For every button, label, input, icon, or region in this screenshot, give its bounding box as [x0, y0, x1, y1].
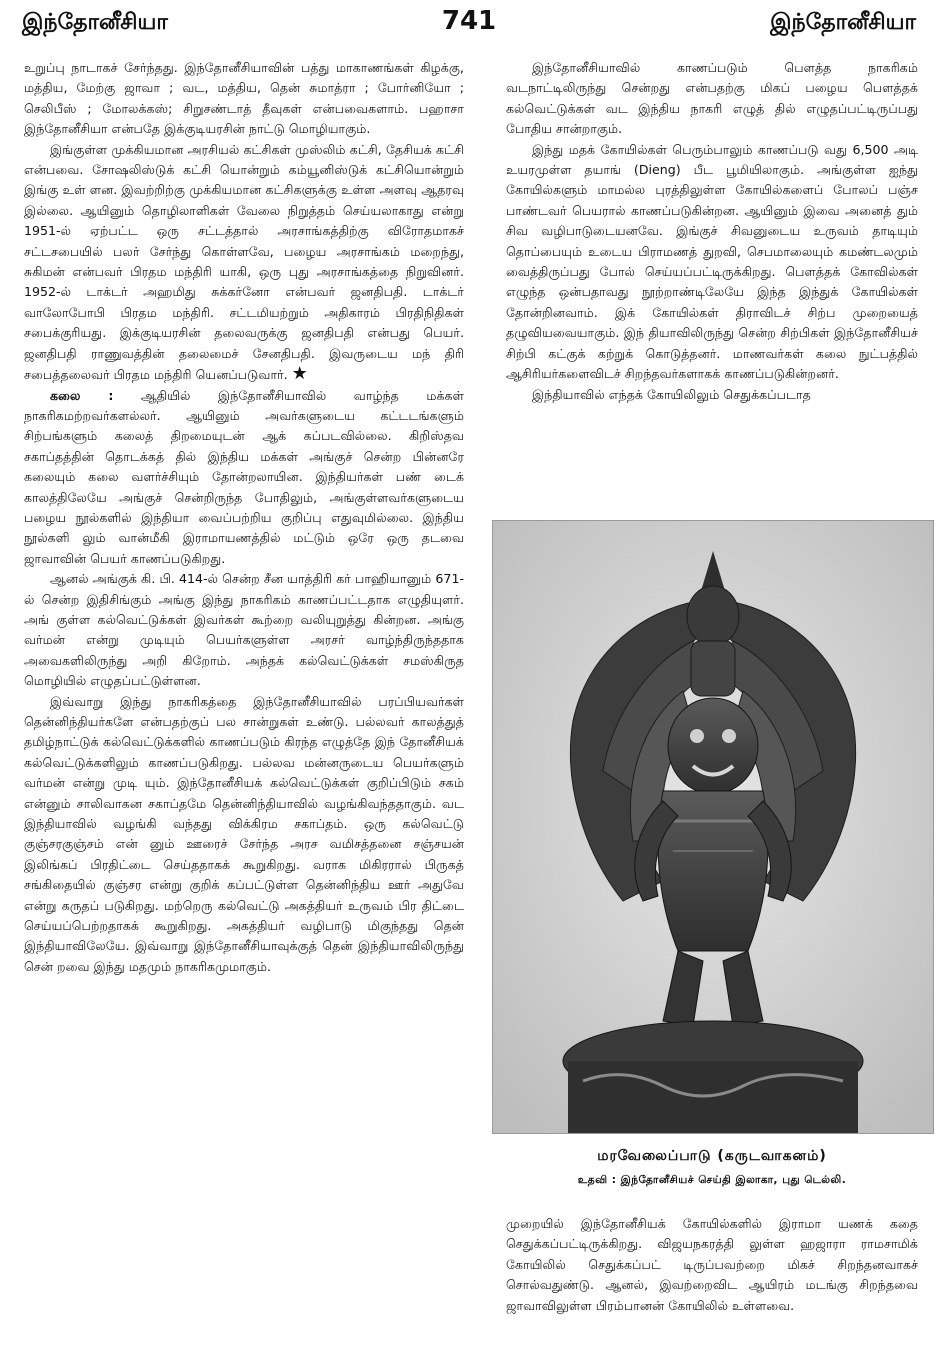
paragraph: இந்து மதக் கோயில்கள் பெரும்பாலும் காணப்படு வது 6,500 அடி உயரமுள்ள தயாங் (Dieng) பீட பூமியிலாகும். அங்குள்ள ஐந்து கோயில்களும் மாமல்ல புரத்திலுள்ள கோயில்களைப் போலப் பஞ்ச பாண்டவர் பெயரால் காணப்படுகின்றன. ஆயினும் இவை அனைத் தும் சிவ வழிபாடுடையனவே. இங்குச் சிவனுடைய உருவம் தாடியும் தொப்பையும் உடைய பிராமணத் துறவி, செபமாலையும் கமண்டலமும் வைத்திருப்பது போல் செய்யப்பட்டிருக்கிறது. பௌத்தக் கோவில்கள் எழுந்த ஒன்பதாவது நூற்றாண்டிலேயே இந்த இந்துக் கோயில்கள் தோன்றினவாம். இக் கோயில்கள் திராவிடச் சிற்ப முறையைத் தழுவியவையாகும். இந் தியாவிலிருந்து சென்ற சிற்பிகள் இந்தோனீசியச் சிற்பி கட்குக் கற்றுக் கொடுத்தனர். மாணவர்கள் கலை நுட்பத்தில் ஆசிரியர்களைவிடச் சிறந்தவர்களாகக் காணப்படுகின்றனர்.	[506, 141, 918, 382]
figure-caption: மரவேலைப்பாடு (கருடவாகனம்)	[597, 1148, 827, 1164]
garuda-wood-carving-photo	[492, 520, 934, 1134]
garuda-illustration	[493, 521, 933, 1133]
paragraph: முறையில் இந்தோனீசியக் கோயில்களில் இராமா யணக் கதை செதுக்கப்பட்டிருக்கிறது. விஜயநகரத்தி லுள்ள ஹஜாரா ராமசாமிக் கோயிலில் செதுக்கப்பட் டிருப்பவற்றை மிகச் சிறந்தனவாகச் சொல்வதுண்டு. ஆனல், இவற்றைவிட ஆயிரம் மடங்கு சிறந்தவை ஜாவாவிலுள்ள பிரம்பானன் கோயிலில் உள்ளவை.	[506, 1216, 918, 1313]
paragraph: ஆனல் அங்குக் கி. பி. 414-ல் சென்ற சீன யாத்திரி கர் பாஹியானும் 671-ல் சென்ற இதிசிங்கும் அங்கு இந்து நாகரிகம் காணப்பட்டதாக எழுதியுளர். அங் குள்ள கல்வெட்டுக்கள் இவர்கள் கூற்றை வலியுறுத்து கின்றன. அங்கு வர்மன் என்று முடியும் பெயர்களுள்ள அரசர் வாழ்ந்திருந்ததாக அவைகளிலிருந்து அறி கிறோம். அந்தக் கல்வெட்டுக்கள் சமஸ்கிருத மொழியில் எழுதப்பட்டுள்ளன.	[24, 571, 464, 689]
section-label-kala: கலை :	[50, 387, 114, 403]
paragraph: இந்தியாவில் எந்தக் கோயிலிலும் செதுக்கப்படாத	[532, 386, 811, 402]
paragraph	[24, 140, 464, 386]
right-column-top	[506, 58, 918, 405]
paragraph-text: இங்குள்ள முக்கியமான அரசியல் கட்சிகள் முஸ்லிம் கட்சி, தேசியக் கட்சி என்பவை. சோஷலிஸ்டுக் கட்சி யொன்றும் கம்யூனிஸ்டுக் கட்சியொன்றும் இங்கு உள் ளன. இவற்றிற்கு முக்கியமான கட்சிகளுக்கு உள்ள அளவு ஆதரவு இல்லை. ஆயினும் தொழிலாளிகள் வேலை நிறுத்தம் செய்யலாகாது என்று 1951-ல் ஏற்பட்ட ஒரு சட்டத்தால் அரசாங்கத்திற்கு விரோதமாகச் சட்டசபையில் பலர் சேர்ந்து கொள்ளவே, பழைய அரசாங்கம் மறைந்து, சுகிமன் என்பவர் பிரதம மந்திரி யாகி, ஒரு புது அரசாங்கத்தை நிறுவினர். 1952-ல் டாக்டர் அஹமிது சுக்கர்னோ என்பவர் ஜனதிபதி. டாக்டர் வாலோபோபி பிரதம மந்திரி. சட்டமியற்றும் அதிகாரம் பிரதிநிதிகள் சபைக்குரியது. இக்குடியரசின் தலைவருக்கு ஜனதிபதி என்பது பெயர். ஜனதிபதி ராணுவத்தின் தலைமைச் சேனதிபதி. இவருடைய மந் திரி சபைத்தலைவர் பிரதம மந்திரி யெனப்படுவார்.	[24, 141, 464, 383]
paragraph-text: ஆதியில் இந்தோனீசியாவில் வாழ்ந்த மக்கள் நாகரிகமற்றவர்களல்லர். ஆயினும் அவர்களுடைய கட்டடங்களும் சிற்பங்களும் கலைத் திறமையுடன் ஆக் கப்படவில்லை. கிறிஸ்தவ சகாப்தத்தின் தொடக்கத் தில் இந்திய மக்கள் அங்குச் சென்ற பின்னரே கலையும் கலை வளர்ச்சியும் தோன்றலாயின. இந்தியர்கள் பண் டைக் காலத்திலேயே அங்குச் சென்றிருந்த போதிலும், அங்குள்ளவர்களுடைய பழைய நூல்களில் இந்தியா வைப்பற்றிய குறிப்பு எதுவுமில்லை. இந்திய நூல்களி லும் வான்மீகி இராமாயணத்தில் மட்டும் ஒரே ஒரு தடவை ஜாவாவின் பெயர் காணப்படுகிறது.	[24, 387, 464, 566]
left-column	[24, 58, 464, 977]
page-number: 741	[441, 6, 497, 36]
figure-credit: உதவி : இந்தோனீசியச் செய்தி இலாகா, புது டெல்லி.	[577, 1174, 847, 1186]
running-head-left: இந்தோனீசியா	[22, 10, 168, 35]
paragraph: இந்தோனீசியாவில் காணப்படும் பௌத்த நாகரிகம் வடநாட்டிலிருந்து சென்றது என்பதற்கு மிகப் பழைய பௌத்தக் கல்வெட்டுக்கள் வட இந்திய நாகரி எழுத் தில் எழுதப்பட்டிருப்பது போதிய சான்றாகும்.	[506, 60, 918, 137]
running-head-right: இந்தோனீசியா	[770, 10, 916, 35]
page-header	[22, 6, 916, 40]
right-column-bottom	[506, 1214, 918, 1316]
paragraph: உறுப்பு நாடாகச் சேர்ந்தது. இந்தோனீசியாவின் பத்து மாகாணங்கள் கிழக்கு, மத்திய, மேற்கு ஜாவா ; வட, மத்திய, தென் சுமாத்ரா ; போர்னியோ ; செலிபீஸ் ; மோலக்கஸ்; சிறுசண்டாத் தீவுகள் என்பவைகளாம். பஹாசா இந்தோனீசியா என்பதே இக்குடியரசின் நாட்டு மொழியாகும்.	[24, 60, 464, 137]
star-icon: ★	[291, 363, 308, 385]
paragraph: இவ்வாறு இந்து நாகரிகத்தை இந்தோனீசியாவில் பரப்பியவர்கள் தென்னிந்தியர்களே என்பதற்குப் பல சான்றுகள் உண்டு. பல்லவர் காலத்துத் தமிழ்நாட்டுக் கல்வெட்டுக்களில் காணப்படும் கிரந்த எழுத்தே இந் தோனீசியக் கல்வெட்டுக்களிலும் காணப்படுகிறது. பல்லவ மன்னருடைய பெயர்களும் வர்மன் என்று முடி யும். இந்தோனீசியக் கல்வெட்டுக்கள் குறிப்பிடும் சகம் என்னும் சாலிவாகன சகாப்தமே தென்னிந்தியாவில் வழங்கிவந்ததாகும். வட இந்தியாவில் வழங்கி வந்தது விக்கிரம சகாப்தம். ஒரு கல்வெட்டு குஞ்சரகுஞ்சம் என் னும் ஊரைச் சேர்ந்த அரச வமிசத்தனை சஞ்சயன் இலிங்கப் பிரதிட்டை செய்ததாகக் கூறுகிறது. வராக மிகிரரால் பிருகத் சங்கிதையில் குஞ்சர என்று குறிக் கப்பட்டுள்ள தென்னிந்திய ஊர் அதுவே என்று கருதப் படுகிறது. மற்றெரு கல்வெட்டு அகத்தியர் உருவம் பிர திட்டை செய்யப்பெற்றதாகக் கூறுகிறது. அகத்தியர் வழிபாடு மிகுந்தது தென் இந்தியாவிலேயே. இவ்வாறு இந்தோனீசியாவுக்குத் தென் இந்தியாவிலிருந்து சென் றவை இந்து மதமும் நாகரிகமுமாகும்.	[24, 693, 464, 974]
paragraph-kala	[24, 386, 464, 570]
figure	[492, 520, 932, 1208]
